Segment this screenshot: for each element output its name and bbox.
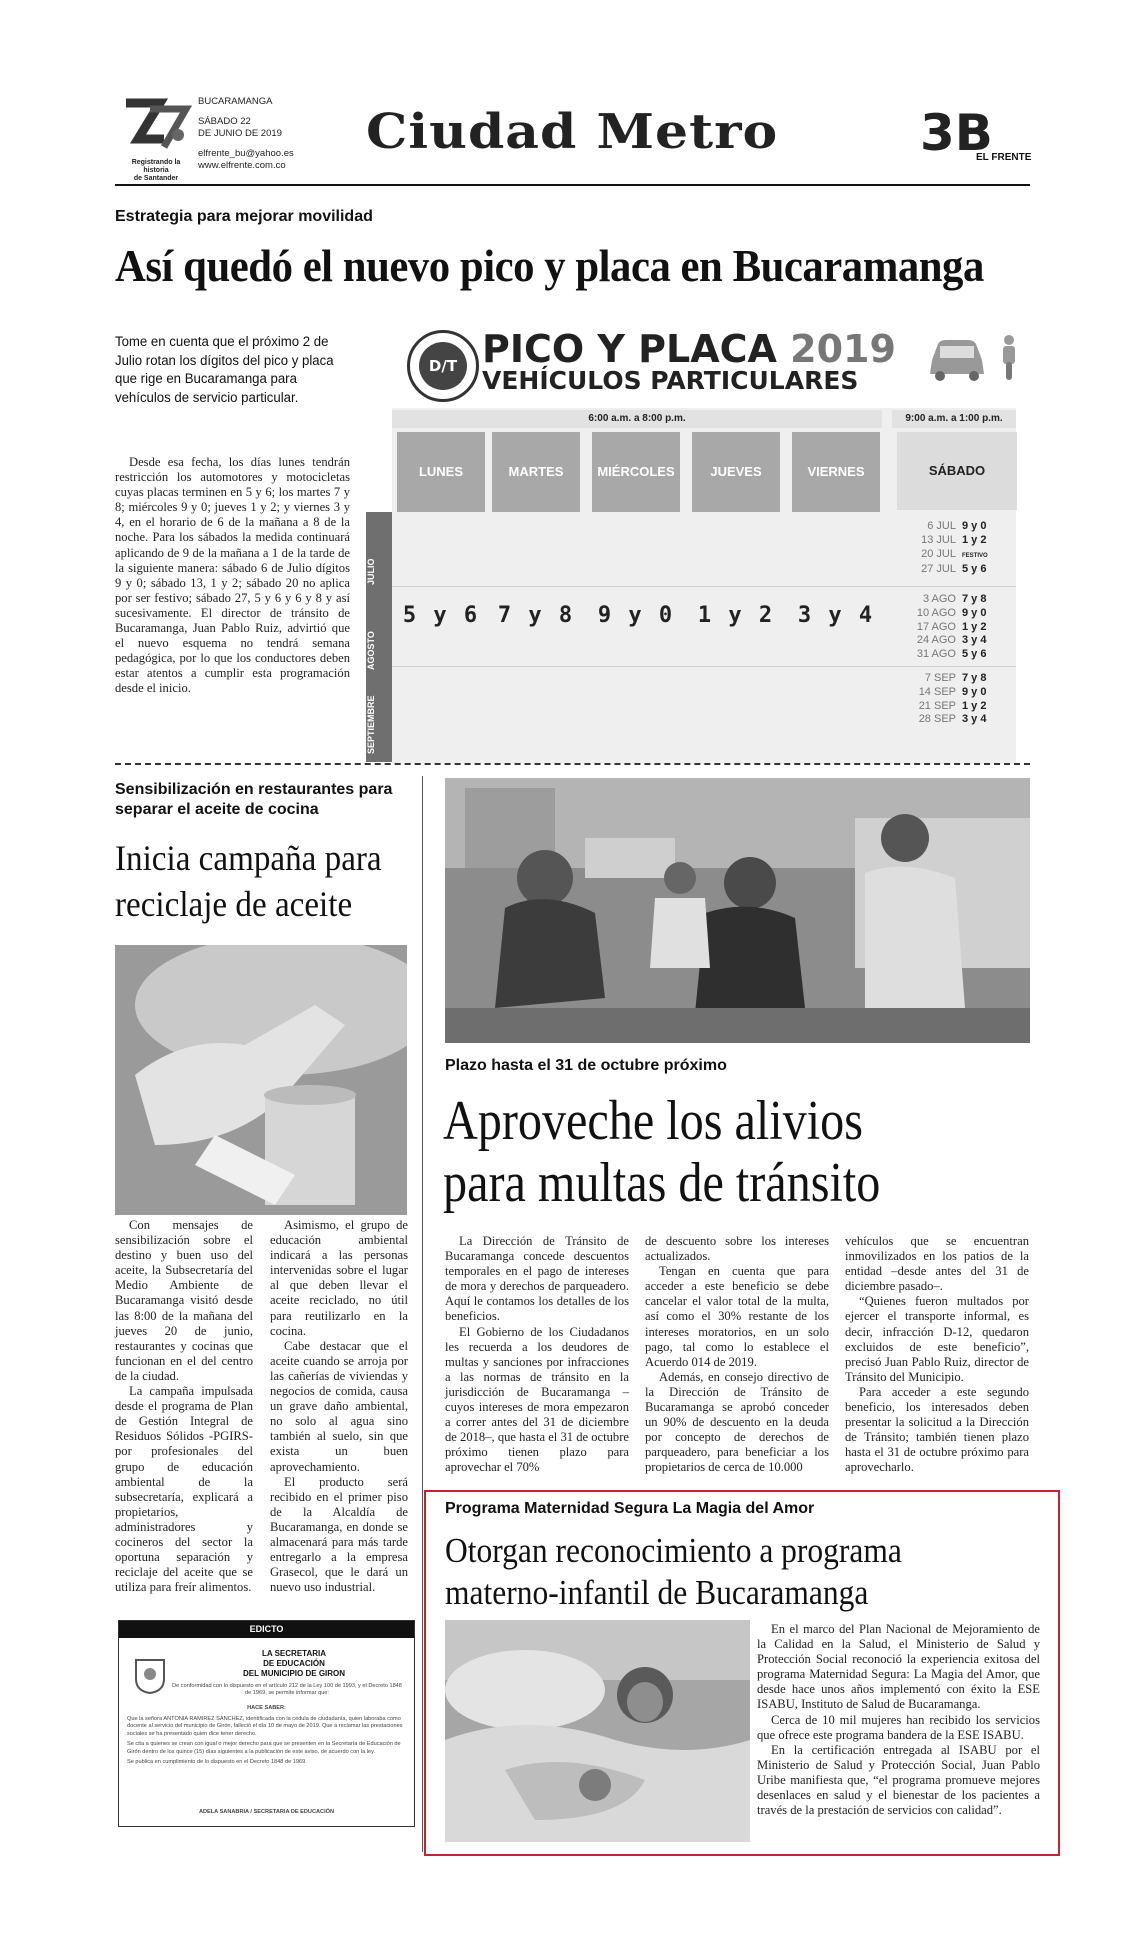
masthead-web[interactable]: www.elfrente.com.co: [198, 160, 286, 171]
saturday-row: [892, 593, 1017, 607]
saturday-row: [892, 520, 1017, 534]
story2-paragraph: Con mensajes de sensibilización sobre el destino y buen uso del aceite, la Subsecretaría del Medio Ambiente de Bucaramanga visitó desde las 8:00 de la mañana del jueves 20 de junio, restaurantes y cocinas que funcionan en el del centro de la ciudad.: [115, 1218, 253, 1383]
saturday-row: [892, 713, 1017, 727]
saturday-row: [892, 672, 1017, 686]
masthead-date-month: DE JUNIO DE 2019: [198, 128, 282, 139]
saturday-digits: 3 y 4: [962, 713, 987, 726]
column-divider: [422, 776, 423, 1852]
saturday-row: [892, 700, 1017, 714]
month-label-septiembre: SEPTIEMBRE: [366, 695, 376, 755]
pico-placa-subtitle: VEHÍCULOS PARTICULARES: [482, 366, 859, 395]
brand-name: EL FRENTE: [976, 152, 1032, 163]
masthead-email[interactable]: elfrente_bu@yahoo.es: [198, 148, 294, 159]
motorcycle-icon: [994, 332, 1024, 386]
story3-kicker: Plazo hasta el 31 de octubre próximo: [445, 1057, 727, 1074]
saturday-digits: 1 y 2: [962, 699, 987, 712]
edicto-org: [179, 1649, 409, 1679]
edicto-org-line2: DE EDUCACIÓN: [263, 1659, 325, 1668]
pico-placa-title: [482, 327, 896, 371]
story2-paragraph: La campaña impulsada desde el programa de Plan de Gestión Integral de Residuos Sólidos -PGIRS- por profesionales del grupo de educación ambiental de la subsecretaría, explicará a propietarios, administradores y cocineros del sector la oportuna separación y reciclaje del aceite que se utiliza para freír alimentos.: [115, 1384, 253, 1595]
day-label-sabado: SÁBADO: [897, 432, 1017, 510]
story4-headline-line2: materno-infantil de Bucaramanga: [445, 1573, 869, 1612]
saturday-row: [892, 634, 1017, 648]
section-title: Ciudad Metro: [366, 104, 779, 161]
saturday-digits: 3 y 4: [962, 634, 987, 647]
edicto-body: [127, 1716, 406, 1766]
saturday-digits: 7 y 8: [962, 593, 987, 605]
header-rule: [115, 184, 1030, 186]
newspaper-logo: [120, 95, 192, 182]
story2-headline-line2: reciclaje de aceite: [115, 884, 353, 924]
day-label-miercoles: MIÉRCOLES: [592, 432, 680, 512]
month-label-agosto: AGOSTO: [366, 631, 376, 671]
digits-jueves: 1 y 2: [697, 603, 775, 628]
story3-col3: [845, 1234, 1029, 1476]
saturday-digits: 5 y 6: [962, 648, 987, 661]
story3-paragraph: La Dirección de Tránsito de Bucaramanga concede descuentos temporales en el pago de intereses de mora y derechos de parqueadero. Aquí le contamos los detalles de los beneficios.: [445, 1234, 629, 1324]
story3-paragraph: Tengan en cuenta que para acceder a este beneficio se debe cancelar el valor total de la multa, así como el 30% restante de los intereses moratorios, en un solo pago, tal como lo establece el Acuerdo 014 de 2019.: [645, 1264, 829, 1369]
saturday-digits: 1 y 2: [962, 533, 987, 546]
saturday-row: [892, 607, 1017, 621]
story4-headline: [445, 1530, 902, 1614]
masthead-city: BUCARAMANGA: [198, 96, 273, 107]
saturday-digits: 5 y 6: [962, 563, 987, 576]
saturday-row: [892, 534, 1017, 548]
section-divider: [115, 763, 1030, 765]
month-divider: [392, 666, 1016, 667]
story3-headline-line2: para multas de tránsito: [443, 1152, 881, 1214]
saturday-date: 14 SEP: [918, 685, 956, 698]
edicto-intro: De conformidad con lo dispuesto en el artículo 212 de la Ley 100 de 1993, y el Decreto 1848 de 1969, se permite informar que:: [172, 1683, 402, 1697]
digits-viernes: 3 y 4: [797, 603, 875, 628]
story3-paragraph: de descuento sobre los intereses actualizados.: [645, 1234, 829, 1264]
saturday-date: 7 SEP: [924, 672, 956, 684]
saturday-row: [892, 563, 1017, 577]
saturday-digits: 9 y 0: [962, 685, 987, 698]
story3-paragraph: Para acceder a este segundo beneficio, los interesados deben presentar la solicitud a la Dirección de Tránsito; también tienen plazo hasta el 31 de octubre próximo para aprovecharlo.: [845, 1384, 1029, 1475]
saturday-list-agosto: [892, 593, 1017, 662]
page-number: 3B: [920, 104, 993, 162]
pico-placa-year: 2019: [790, 327, 896, 371]
day-label-lunes: LUNES: [397, 432, 485, 512]
day-label-viernes: VIERNES: [792, 432, 880, 512]
story4-paragraph: Cerca de 10 mil mujeres han recibido los servicios que ofrece este programa bandera de la ESE ISABU.: [757, 1712, 1040, 1742]
story2-col2: [270, 1218, 408, 1595]
story3-paragraph: Además, en consejo directivo de la Dirección de Tránsito de Bucaramanga se aprobó conceder un 90% de descuento en la deuda por concepto de derechos de parqueadero, para beneficiar a los propietarios de cerca de 10.000: [645, 1369, 829, 1475]
traffic-stop-image: [445, 778, 1030, 1043]
mother-baby-image: [445, 1620, 750, 1842]
day-label-martes: MARTES: [492, 432, 580, 512]
masthead-date-day: SÁBADO 22: [198, 116, 251, 127]
edicto-paragraph: Se cita a quienes se crean con igual o mejor derecho para que se presenten en la Secretaría de Educación de Girón dentro de los quince (15) días siguientes a la publicación de este aviso, de acuerdo con la ley.: [127, 1741, 401, 1755]
oil-bottle-photo: [115, 945, 407, 1215]
saturday-date: 31 AGO: [916, 648, 956, 661]
oil-bottle-image: [115, 945, 407, 1215]
story2-paragraph: Cabe destacar que el aceite cuando se arroja por las cañerías de viviendas y negocios de comida, causa un grave daño ambiental, no solo al agua sino también al suelo, sin que exista un buen aprovechamiento.: [270, 1338, 408, 1474]
edicto-org-line1: LA SECRETARIA: [262, 1649, 326, 1658]
story2-headline: [115, 835, 382, 927]
story2-paragraph: Asimismo, el grupo de educación ambiental indicará a las personas intervenidas sobre el lugar al que deben llevar el aceite reciclado, no útil para reutilizarlo en la cocina.: [270, 1218, 408, 1338]
saturday-date: 6 JUL: [927, 520, 956, 532]
story3-headline-line1: Aproveche los alivios: [443, 1090, 863, 1152]
saturday-row: [892, 621, 1017, 635]
edicto-paragraph: Que la señora ANTONIA RAMIREZ SANCHEZ, identificada con la cédula de ciudadanía, quien laboraba como docente al servicio del municipio de Girón, falleció el día 10 de mayo de 2019. Que a reclamar las prestaciones sociales se ha presentado quien dice tener derecho.: [127, 1716, 403, 1737]
transit-logo-text: D/T: [419, 342, 467, 390]
seal-icon: [133, 1657, 167, 1699]
story3-paragraph: vehículos que se encuentran inmovilizados en los patios de la entidad –desde antes del 31 de diciembre pasado–.: [845, 1234, 1029, 1294]
saturday-date: 3 AGO: [922, 593, 956, 605]
story4-kicker: Programa Maternidad Segura La Magia del Amor: [445, 1500, 815, 1517]
logo-slogan-line1: Registrando la historia: [131, 159, 181, 174]
masthead-info: [198, 96, 294, 172]
saturday-digits: 1 y 2: [962, 620, 987, 633]
story1-headline: Así quedó el nuevo pico y placa en Bucaramanga: [115, 241, 984, 291]
logo-slogan-line2: de Santander: [133, 175, 179, 182]
logo-slogan: [120, 159, 192, 183]
story1-body: [115, 455, 350, 697]
saturday-digits: 9 y 0: [962, 520, 987, 532]
digits-martes: 7 y 8: [497, 603, 575, 628]
saturday-digits: 7 y 8: [962, 672, 987, 684]
edicto-signature: ADELA SANABRIA / SECRETARIA DE EDUCACIÓN: [198, 1809, 335, 1815]
month-divider: [392, 586, 1016, 587]
weekday-hours: 6:00 a.m. a 8:00 p.m.: [588, 413, 686, 424]
saturday-digits: FESTIVO: [962, 552, 988, 559]
saturday-date: 10 AGO: [916, 606, 956, 619]
edicto-paragraph: Se publica en cumplimiento de lo dispuesto en el Decreto 1848 de 1969.: [127, 1759, 307, 1766]
saturday-row: [892, 686, 1017, 700]
saturday-hours: 9:00 a.m. a 1:00 p.m.: [905, 413, 1003, 424]
story4-headline-line1: Otorgan reconocimiento a programa: [445, 1531, 902, 1570]
day-label-jueves: JUEVES: [692, 432, 780, 512]
saturday-date: 13 JUL: [921, 533, 956, 546]
story3-paragraph: El Gobierno de los Ciudadanos les recuerda a los deudores de multas y sanciones por infracciones a las normas de tránsito en la jurisdicción de Bucaramanga –cuyos intereses de mora empezaron a correr antes del 31 de diciembre de 2018–, que hasta el 31 de octubre próximo tienen plazo para aprovechar el 70%: [445, 1324, 629, 1475]
story4-paragraph: En la certificación entregada al ISABU por el Ministerio de Salud y Protección Social, Juan Pablo Uribe manifiesta que, “el programa promueve mejores desenlaces en salud y el bienestar de los pacientes a través de la prestación de servicios con calidad”.: [757, 1742, 1040, 1818]
pico-placa-title-text: PICO Y PLACA: [482, 327, 777, 371]
story4-text: [757, 1622, 1040, 1818]
story2-kicker: Sensibilización en restaurantes para separar el aceite de cocina: [115, 781, 393, 818]
month-label-julio: JULIO: [366, 558, 376, 586]
saturday-date: 24 AGO: [916, 634, 956, 647]
el-frente-logo-icon: [120, 95, 192, 155]
transit-logo: [407, 330, 479, 402]
saturday-row: [892, 548, 1017, 564]
story4-paragraph: En el marco del Plan Nacional de Mejoramiento de la Calidad en la Salud, el Ministerio de Salud y Protección Social reconoció la experiencia exitosa del programa Maternidad Segura: La Magia del Amor, que desde hace unos años implementó con éxito la ESE ISABU, Instituto de Salud de Bucaramanga.: [757, 1622, 1040, 1712]
story2-headline-line1: Inicia campaña para: [115, 838, 382, 878]
saturday-date: 17 AGO: [916, 620, 956, 633]
story1-intro: Tome en cuenta que el próximo 2 de Julio rotan los dígitos del pico y placa que rige en Bucaramanga para vehículos de servicio particular.: [115, 334, 334, 406]
story3-paragraph: “Quienes fueron multados por ejercer el transporte informal, es decir, infracción D-12, quedaron excluidos de este beneficio”, precisó Juan Pablo Ruiz, director de Tránsito del Municipio.: [845, 1294, 1029, 1384]
car-icon: [926, 330, 988, 386]
saturday-date: 21 SEP: [918, 699, 956, 712]
saturday-list-septiembre: [892, 672, 1017, 727]
saturday-digits: 9 y 0: [962, 606, 987, 619]
digits-lunes: 5 y 6: [402, 603, 480, 628]
saturday-date: 28 SEP: [918, 713, 956, 726]
edicto-org-line3: DEL MUNICIPIO DE GIRON: [242, 1669, 346, 1678]
traffic-stop-photo: [445, 778, 1030, 1043]
saturday-list-julio: [892, 520, 1017, 577]
saturday-date: 27 JUL: [921, 563, 956, 576]
edicto-title: EDICTO: [119, 1621, 414, 1638]
story3-col2: [645, 1234, 829, 1476]
saturday-date: 20 JUL: [921, 547, 956, 560]
story1-kicker: Estrategia para mejorar movilidad: [115, 208, 373, 225]
story3-col1: [445, 1234, 629, 1476]
digits-miercoles: 9 y 0: [597, 603, 675, 628]
month-column: [366, 512, 392, 762]
saturday-row: [892, 648, 1017, 662]
mother-baby-photo: [445, 1620, 750, 1842]
edicto-notice: [118, 1620, 415, 1827]
story2-paragraph: El producto será recibido en el primer piso de la Alcaldía de Bucaramanga, en donde se almacenará para más tarde entregarlo a la empresa Grasecol, que le dará un nuevo uso industrial.: [270, 1474, 408, 1595]
edicto-section: HACE SABER:: [247, 1705, 286, 1711]
story3-headline: [443, 1090, 880, 1214]
story2-col1: [115, 1218, 253, 1595]
story1-body-paragraph: Desde esa fecha, los días lunes tendrán restricción los automotores y motocicletas cuyas placas terminen en 5 y 6; los martes 7 y 8; miércoles 9 y 0; jueves 1 y 2; y viernes 3 y 4, en el horario de 6 de la mañana a 8 de la noche. Para los sábados la medida continuará aplicando de 9 de la mañana a 1 de la tarde de la siguiente manera: sábado 6 de Julio dígitos 9 y 0; sábado 13, 1 y 2; sábado 20 no aplica por ser festivo; sábado 27, 5 y 6 y 6 y 8 y así sucesivamente. El director de tránsito de Bucaramanga, Juan Pablo Ruiz, advirtió que el nuevo esquema no tendrá semana pedagógica, por lo que los conductores deben estar atentos a cumplir esta programación desde el inicio.: [115, 455, 350, 696]
